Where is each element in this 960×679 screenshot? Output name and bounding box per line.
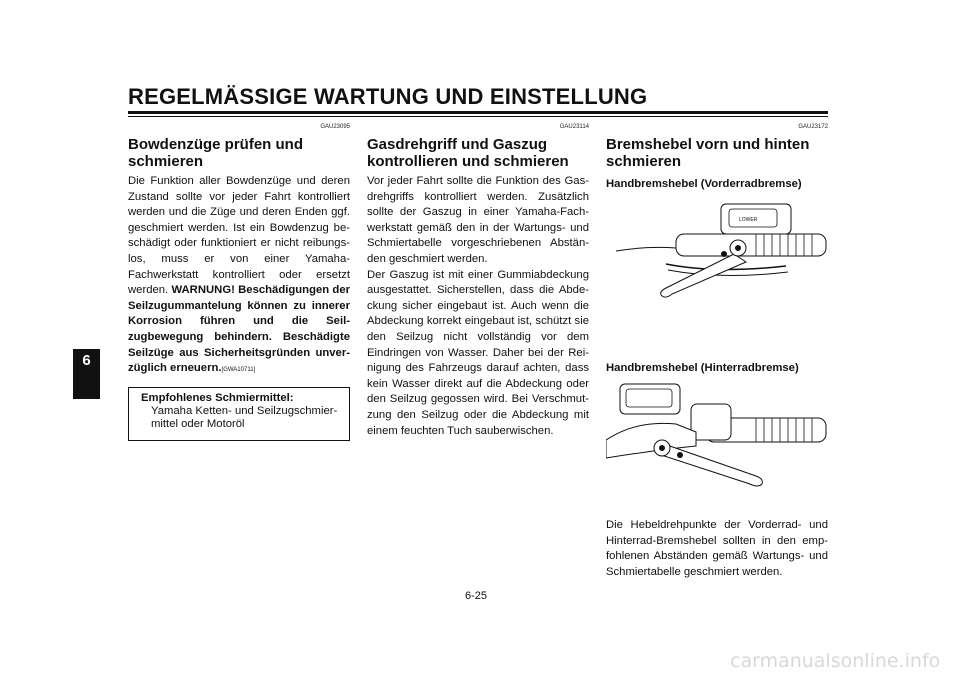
lubricant-box-text: Yamaha Ketten- und Seilzugschmiermittel oder Motoröl: [151, 404, 338, 430]
section-code: GAU23095: [320, 124, 350, 130]
section-code: GAU23114: [559, 124, 589, 130]
title-rule-thick: [128, 111, 828, 114]
heading-line-2: schmieren: [128, 153, 204, 170]
warning-code: [GWA10711]: [221, 367, 256, 374]
rear-brake-lever-illustration: [606, 380, 828, 500]
column-throttle: [367, 124, 589, 439]
page-title: REGELMÄSSIGE WARTUNG UND EINSTELLUNG: [128, 84, 648, 109]
rear-brake-subhead: Handbremshebel (Hinterradbremse): [606, 362, 799, 374]
lower-mark-label: LOWER: [739, 217, 758, 223]
section-heading: [128, 136, 350, 170]
lubricant-box: [128, 387, 350, 441]
heading-line-2: kontrollieren und schmieren: [367, 153, 569, 170]
section-body: [128, 174, 350, 379]
watermark: carmanualsonline.info: [730, 650, 941, 672]
body-text: Die Funktion aller Bowdenzüge und deren Zustand sollte vor jeder Fahrt kontrolliert werden und die Züge und deren Enden ggf. geschmiert werden. Ist ein Bowdenzug beschädigt oder funktioniert er nicht reibungslos, muss er von einer Yamaha-Fachwerkstatt kontrolliert oder ersetzt werden.: [128, 175, 350, 297]
section-heading: [367, 136, 589, 170]
chapter-tab[interactable]: 6: [73, 349, 100, 399]
heading-line-1: Gasdrehgriff und Gaszug: [367, 136, 548, 153]
section-body: Vor jeder Fahrt sollte die Funktion des Gasdrehgriffs kontrolliert werden. Zusätzlich sollte der Gaszug in einer Yamaha-Fachwerkstatt gemäß den in der Wartungs- und Schmiertabelle vorgeschriebenen Abständen geschmiert werden. Der Gaszug ist mit einer Gummiabdeckung ausgestattet. Sicherstellen, dass die Abdeckung sicher eingebaut ist. Auch wenn die Abdeckung korrekt eingebaut ist, schützt sie den Seilzug nicht vollständig vor dem Eindringen von Wasser. Daher bei der Reinigung des Fahrzeugs darauf achten, dass kein Wasser direkt auf die Abdeckung oder den Seilzug gegossen wird. Bei Verschmutzung den Seilzug oder die Abdeckung mit einem feuchten Tuch sauberwischen.: [367, 175, 589, 437]
front-brake-subhead: Handbremshebel (Vorderradbremse): [606, 178, 802, 190]
lubricant-box-title: Empfohlenes Schmiermittel:: [141, 391, 294, 404]
section-body: Die Hebeldrehpunkte der Vorderrad- und Hinterrad-Bremshebel sollten in den empfohlenen Abständen gemäß Wartungs- und Schmiertabelle geschmiert werden.: [606, 519, 828, 578]
front-brake-lever-illustration: [606, 196, 828, 316]
title-rule-thin: [128, 116, 828, 117]
section-code: GAU23172: [798, 124, 828, 130]
page-number: 6-25: [465, 590, 488, 602]
column-brake-levers: [606, 124, 828, 580]
warning-text: WARNUNG! Beschädigungen der Seilzugummantelung können zu innerer Korrosion führen und die Seilzugbewegung behindern. Beschädigte Seilzüge aus Sicherheitsgründen unverzüglich erneuern.: [128, 284, 350, 375]
heading-line-1: Bremshebel vorn und hinten: [606, 136, 810, 153]
heading-line-1: Bowdenzüge prüfen und: [128, 136, 303, 153]
heading-line-2: schmieren: [606, 153, 682, 170]
column-cables: [128, 124, 350, 441]
section-heading: [606, 136, 828, 170]
